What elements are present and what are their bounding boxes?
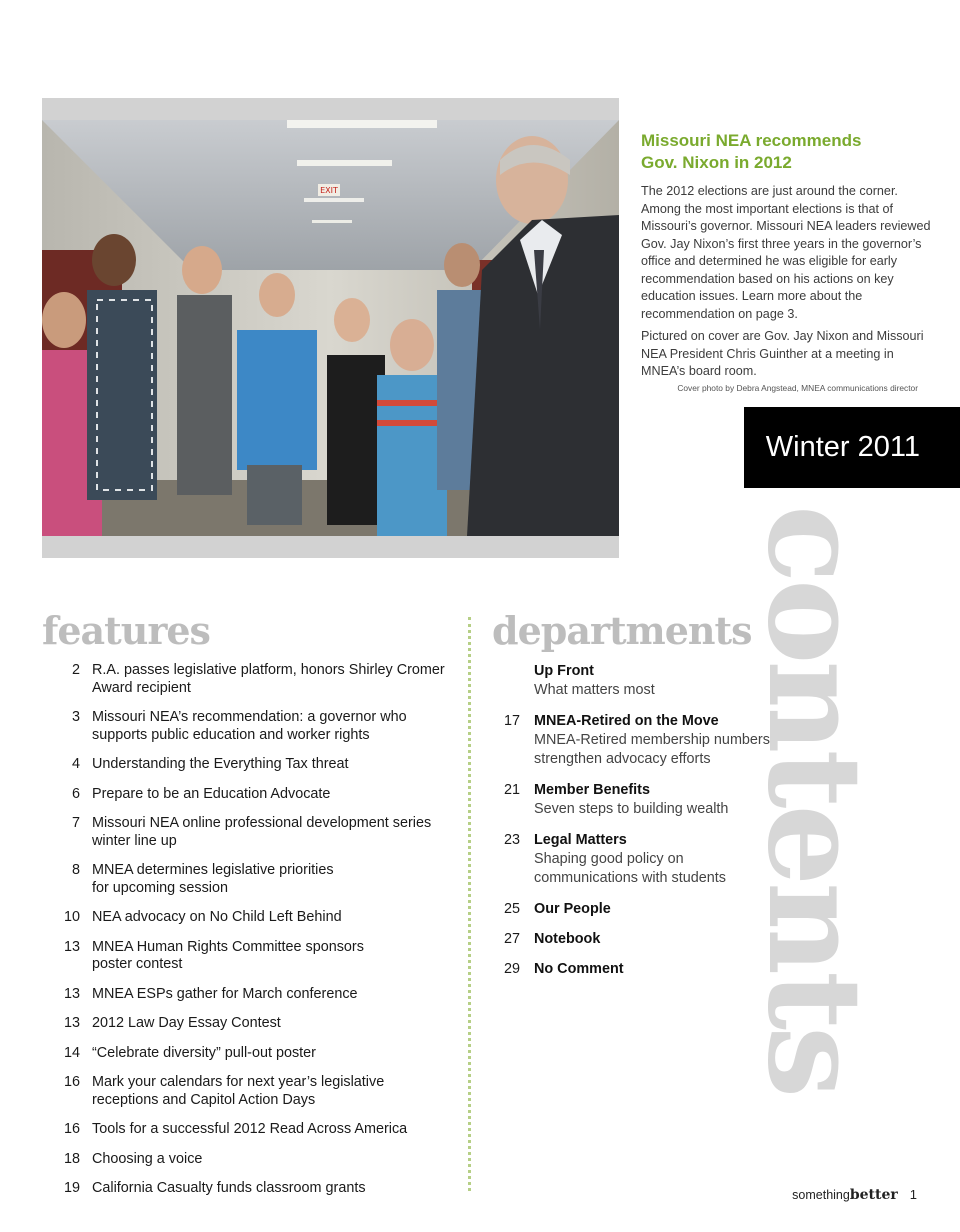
- department-item: [492, 831, 792, 888]
- feature-title: [80, 815, 431, 850]
- feature-item: [52, 1015, 464, 1033]
- feature-item: [52, 1151, 464, 1169]
- feature-title: [80, 1045, 316, 1063]
- department-description: Shaping good policy on: [534, 851, 684, 867]
- department-name: Legal Matters: [534, 832, 627, 848]
- cover-photo-frame: [42, 98, 619, 558]
- feature-page-number: 8: [71, 862, 80, 878]
- feature-page-number: 19: [63, 1180, 80, 1196]
- department-description: Seven steps to building wealth: [534, 801, 729, 817]
- feature-item: [52, 1180, 464, 1198]
- feature-item: [52, 986, 464, 1004]
- department-body: [520, 930, 600, 949]
- department-item: [492, 781, 792, 819]
- feature-item: [52, 862, 464, 897]
- feature-title: [80, 1015, 281, 1033]
- feature-title-line2: for upcoming session: [92, 879, 228, 896]
- department-body: [520, 781, 728, 819]
- department-description: communications with students: [534, 870, 726, 886]
- cover-caption: [641, 130, 931, 386]
- footer-brand-bold: better: [849, 1187, 898, 1203]
- department-body: [520, 900, 611, 919]
- department-page-number: [492, 662, 520, 700]
- contents-vertical-title: contents: [739, 505, 889, 1095]
- cover-headline: [641, 130, 931, 174]
- page-number: 1: [909, 1187, 917, 1202]
- photo-credit: Cover photo by Debra Angstead, MNEA communications director: [677, 383, 918, 393]
- feature-title: [80, 862, 334, 897]
- feature-title: [80, 786, 330, 804]
- feature-title-line1: California Casualty funds classroom grants: [92, 1180, 366, 1196]
- feature-title: [80, 909, 342, 927]
- department-page-number: 17: [503, 713, 520, 729]
- department-body: [520, 960, 624, 979]
- feature-title-line1: Mark your calendars for next year’s legislative: [92, 1074, 385, 1090]
- department-page-number: 21: [503, 782, 520, 798]
- feature-title-line1: R.A. passes legislative platform, honors Shirley Cromer: [92, 662, 445, 678]
- feature-title: [80, 1151, 202, 1169]
- feature-title: [80, 1074, 384, 1109]
- feature-title: [80, 662, 445, 697]
- features-heading: features: [42, 608, 210, 653]
- feature-page-number: 2: [71, 662, 80, 678]
- department-item: [492, 960, 792, 979]
- departments-heading: departments: [492, 608, 752, 653]
- department-description: What matters most: [534, 682, 655, 698]
- department-page-number: 29: [503, 961, 520, 977]
- feature-title-line1: Missouri NEA’s recommendation: a governor who: [92, 709, 407, 725]
- feature-page-number: 6: [71, 785, 80, 802]
- department-item: [492, 712, 792, 769]
- feature-title: [80, 1121, 407, 1139]
- feature-title-line1: Choosing a voice: [92, 1150, 203, 1167]
- exit-sign-text: EXIT: [320, 186, 338, 195]
- department-page-number: 23: [503, 832, 520, 848]
- feature-title-line1: Understanding the Everything Tax threat: [92, 756, 349, 772]
- feature-page-number: 4: [71, 756, 80, 772]
- department-body: [520, 831, 726, 888]
- feature-title-line1: MNEA ESPs gather for March conference: [92, 985, 358, 1002]
- feature-title-line1: “Celebrate diversity” pull-out poster: [92, 1044, 316, 1061]
- feature-item: [52, 1121, 464, 1139]
- feature-page-number: 13: [63, 938, 80, 955]
- feature-item: [52, 909, 464, 927]
- feature-page-number: 13: [63, 1015, 80, 1031]
- feature-page-number: 7: [71, 815, 80, 831]
- feature-page-number: 16: [63, 1074, 80, 1090]
- cover-photo: [42, 120, 619, 536]
- department-name: MNEA-Retired on the Move: [534, 713, 719, 729]
- feature-title-line1: Prepare to be an Education Advocate: [92, 785, 331, 802]
- feature-item: [52, 1074, 464, 1109]
- feature-item: [52, 815, 464, 850]
- feature-title-line1: MNEA Human Rights Committee sponsors: [92, 938, 364, 955]
- feature-item: [52, 1045, 464, 1063]
- feature-title-line1: 2012 Law Day Essay Contest: [92, 1015, 281, 1031]
- feature-title-line2: Award recipient: [92, 679, 191, 696]
- feature-title-line1: MNEA determines legislative priorities: [92, 862, 334, 878]
- department-page-number: 25: [503, 901, 520, 917]
- department-item: [492, 900, 792, 919]
- feature-page-number: 14: [63, 1044, 80, 1061]
- department-name: Our People: [534, 901, 611, 917]
- feature-item: [52, 709, 464, 744]
- cover-photo-illustration: [42, 120, 619, 536]
- cover-headline-line2: Gov. Nixon in 2012: [641, 153, 792, 172]
- feature-title-line2: winter line up: [92, 832, 177, 849]
- feature-title: [80, 1180, 366, 1198]
- footer-brand-light: something: [792, 1188, 850, 1202]
- cover-paragraph-1: The 2012 elections are just around the corner. Among the most important elections is that of Missouri’s governor. Missouri NEA leaders reviewed Gov. Jay Nixon’s first three years in the governor’s office and determined he was eligible for early recommendation based on his actions on key education issues. Learn more about the recommendation on page 3.: [641, 184, 931, 321]
- feature-title: [80, 986, 358, 1004]
- feature-title-line2: receptions and Capitol Action Days: [92, 1091, 316, 1108]
- department-name: No Comment: [534, 961, 624, 977]
- department-description: strengthen advocacy efforts: [534, 751, 711, 767]
- feature-title: [80, 756, 349, 774]
- department-item: [492, 930, 792, 949]
- department-name: Member Benefits: [534, 782, 650, 798]
- feature-item: [52, 662, 464, 697]
- feature-page-number: 16: [63, 1121, 80, 1137]
- features-list: [52, 662, 464, 1198]
- department-name: Up Front: [534, 663, 594, 679]
- feature-title-line1: NEA advocacy on No Child Left Behind: [92, 909, 342, 925]
- feature-title-line2: poster contest: [92, 956, 183, 972]
- feature-title: [80, 709, 407, 744]
- department-page-number: 27: [503, 931, 520, 947]
- page-footer: [792, 1187, 917, 1203]
- department-body: [520, 712, 770, 769]
- department-name: Notebook: [534, 931, 601, 947]
- feature-title-line1: Missouri NEA online professional development series: [92, 815, 432, 831]
- cover-headline-line1: Missouri NEA recommends: [641, 131, 862, 150]
- cover-paragraph-2: Pictured on cover are Gov. Jay Nixon and Missouri NEA President Chris Guinther at a meeting in MNEA’s board room.: [641, 329, 924, 378]
- season-banner: Winter 2011: [744, 407, 960, 488]
- departments-list: [492, 662, 792, 979]
- department-item: [492, 662, 792, 700]
- feature-title: [80, 939, 364, 974]
- feature-item: [52, 786, 464, 804]
- feature-page-number: 13: [63, 985, 80, 1002]
- department-description: MNEA-Retired membership numbers: [534, 732, 770, 748]
- feature-page-number: 18: [63, 1150, 80, 1167]
- column-divider: [468, 617, 471, 1191]
- feature-title-line2: supports public education and worker rights: [92, 726, 370, 743]
- feature-page-number: 3: [71, 709, 80, 725]
- feature-item: [52, 756, 464, 774]
- feature-title-line1: Tools for a successful 2012 Read Across America: [92, 1121, 408, 1137]
- department-body: [520, 662, 655, 700]
- feature-page-number: 10: [63, 909, 80, 925]
- feature-item: [52, 939, 464, 974]
